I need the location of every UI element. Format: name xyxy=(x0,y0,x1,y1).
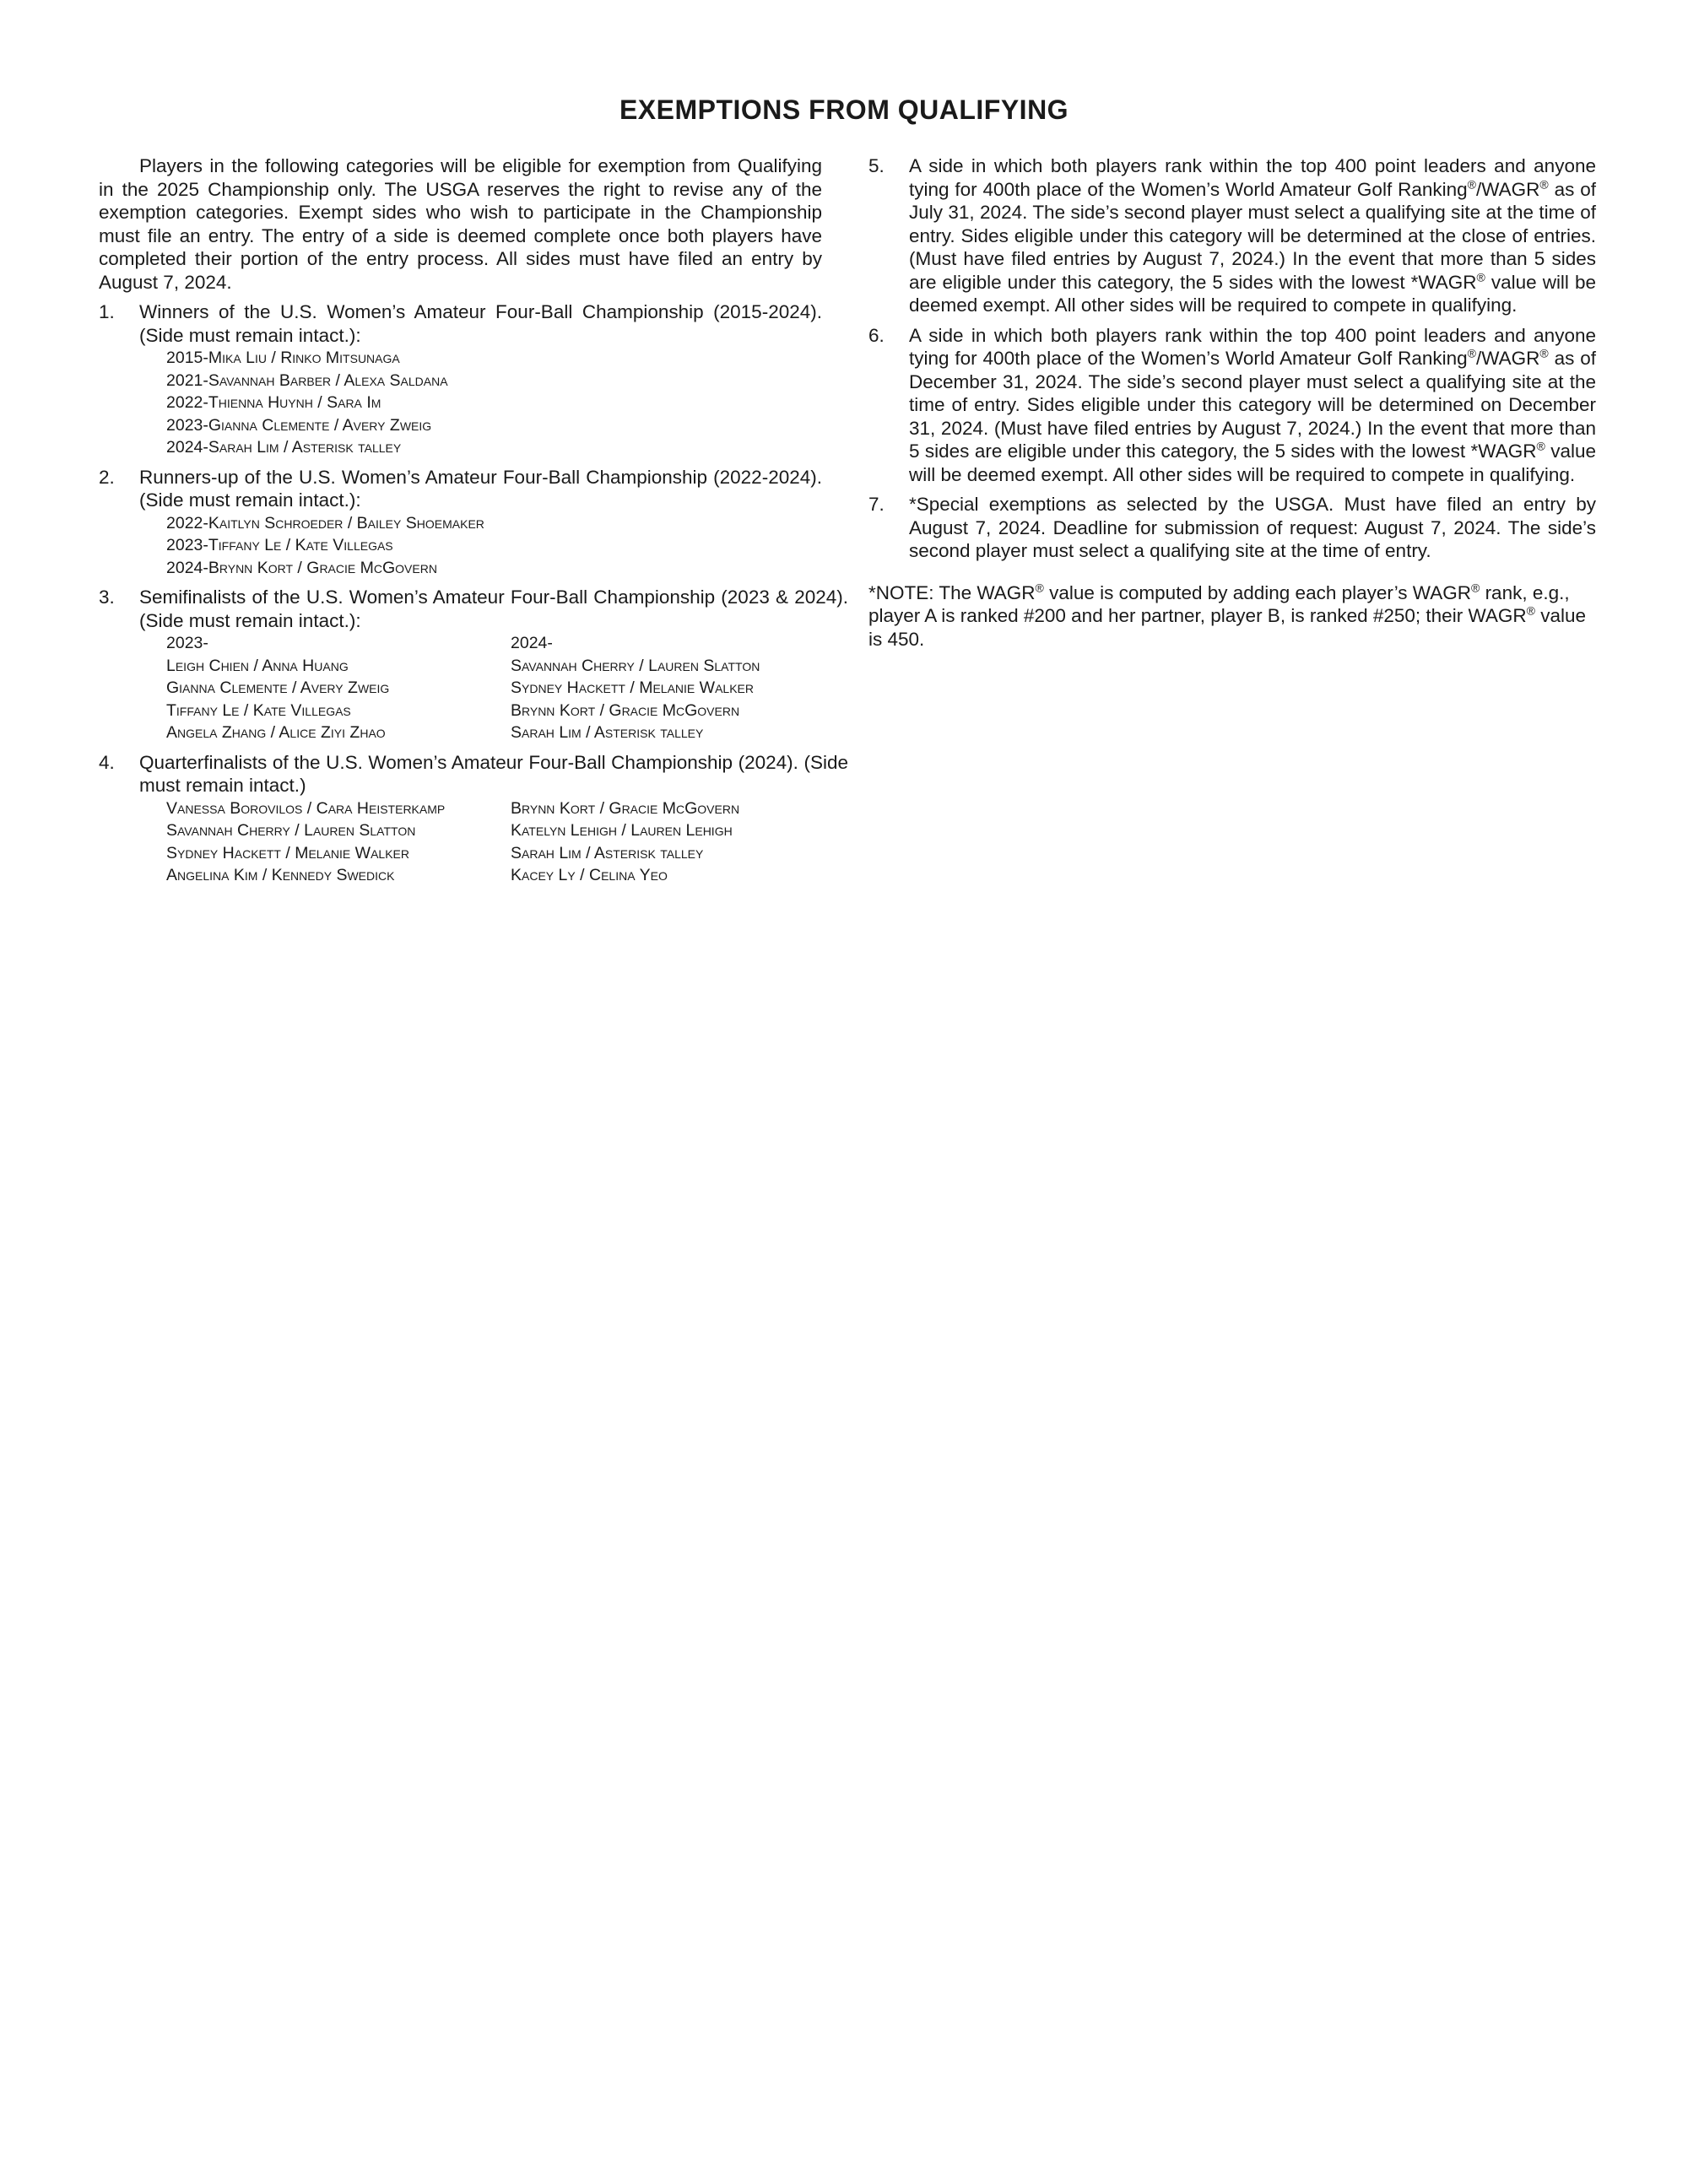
roster-entry: 2022-Thienna Huynh / Sara Im xyxy=(166,393,381,412)
item-text: A side in which both players rank within the top 400 point leaders and anyone tying for 400th place of the Women’s World Amateur Golf Ranking®/WAGR® as of December 31, 2024. The side’s second player must select a qualifying site at the time of entry. Sides eligible under this category will be determined on December 31, 2024. (Must have filed entries by August 7, 2024.) In the event that more than 5 sides are eligible under this category, the 5 sides with the lowest *WAGR® value will be deemed exempt. All other sides will be required to compete in qualifying. xyxy=(909,324,1596,485)
right-column xyxy=(868,154,1596,651)
roster-entry: 2023-Gianna Clemente / Avery Zweig xyxy=(166,415,432,435)
roster-entry: Kacey Ly / Celina Yeo xyxy=(511,866,668,884)
exemption-item-1 xyxy=(99,300,822,459)
roster-entry: Gianna Clemente / Avery Zweig xyxy=(166,678,390,697)
registered-mark: ® xyxy=(1470,581,1480,594)
registered-mark: ® xyxy=(1536,439,1545,453)
left-column xyxy=(99,154,848,887)
roster-entry: Brynn Kort / Gracie McGovern xyxy=(511,700,740,720)
roster-entry: Leigh Chien / Anna Huang xyxy=(166,656,349,675)
item-number: 2. xyxy=(99,466,115,488)
roster-entry: Sydney Hackett / Melanie Walker xyxy=(166,843,409,862)
item-number: 7. xyxy=(868,494,885,515)
item-number: 4. xyxy=(99,751,115,773)
roster-entry: Savannah Cherry / Lauren Slatton xyxy=(166,821,416,840)
roster-entry: 2023-Tiffany Le / Kate Villegas xyxy=(166,536,393,554)
roster-entry: Brynn Kort / Gracie McGovern xyxy=(511,798,740,818)
semifinalists-roster xyxy=(139,632,848,744)
exemption-item-4 xyxy=(99,751,848,887)
registered-mark: ® xyxy=(1539,177,1549,191)
roster-year-header: 2024- xyxy=(511,634,553,652)
registered-mark: ® xyxy=(1539,346,1549,360)
roster-entry: 2015-Mika Liu / Rinko Mitsunaga xyxy=(166,349,400,367)
item-text: Quarterfinalists of the U.S. Women’s Amateur Four-Ball Championship (2024). (Side must remain intact.) xyxy=(139,751,848,796)
roster-entry: 2021-Savannah Barber / Alexa Saldana xyxy=(166,370,448,390)
roster-entry: Vanessa Borovilos / Cara Heisterkamp xyxy=(166,798,446,818)
roster-entry: Angela Zhang / Alice Ziyi Zhao xyxy=(166,723,386,742)
item-number: 1. xyxy=(99,301,115,322)
roster-entry: Savannah Cherry / Lauren Slatton xyxy=(511,656,760,675)
item-text: Semifinalists of the U.S. Women’s Amateur Four-Ball Championship (2023 & 2024). (Side must remain intact.): xyxy=(139,587,848,631)
exemption-item-7 xyxy=(868,493,1596,563)
item-number: 5. xyxy=(868,155,885,176)
runners-up-roster xyxy=(139,512,822,580)
item-text: Runners-up of the U.S. Women’s Amateur Four-Ball Championship (2022-2024). (Side must remain intact.): xyxy=(139,466,822,511)
registered-mark: ® xyxy=(1467,177,1476,191)
winners-roster xyxy=(139,347,822,459)
page-title: EXEMPTIONS FROM QUALIFYING xyxy=(619,95,1069,125)
registered-mark: ® xyxy=(1476,270,1485,284)
item-number: 3. xyxy=(99,587,115,608)
item-text: *Special exemptions as selected by the USGA. Must have filed an entry by August 7, 2024. Deadline for submission of request: August 7, 2024. The side’s second player must select a qualifying site at the time of entry. xyxy=(909,494,1596,561)
exemption-item-6 xyxy=(868,324,1596,487)
registered-mark: ® xyxy=(1526,603,1535,618)
roster-entry: 2024-Brynn Kort / Gracie McGovern xyxy=(166,558,437,577)
roster-entry: Angelina Kim / Kennedy Swedick xyxy=(166,866,395,884)
wagr-note: *NOTE: The WAGR® value is computed by adding each player’s WAGR® rank, e.g., player A is ranked #200 and her partner, player B, is ranked #250; their WAGR® value is 450. xyxy=(868,581,1586,650)
intro-paragraph: Players in the following categories will be eligible for exemption from Qualifying in the 2025 Championship only. The USGA reserves the right to revise any of the exemption categories. Exempt sides who wish to participate in the Championship must file an entry. The entry of a side is deemed complete once both players have completed their portion of the entry process. All sides must have filed an entry by August 7, 2024. xyxy=(99,155,822,293)
roster-entry: Katelyn Lehigh / Lauren Lehigh xyxy=(511,821,733,840)
roster-entry: Sarah Lim / Asterisk talley xyxy=(511,843,704,862)
registered-mark: ® xyxy=(1035,581,1044,594)
registered-mark: ® xyxy=(1467,346,1476,360)
item-text: Winners of the U.S. Women’s Amateur Four-Ball Championship (2015-2024). (Side must remain intact.): xyxy=(139,301,822,346)
roster-entry: 2022-Kaitlyn Schroeder / Bailey Shoemaker xyxy=(166,513,484,532)
exemption-item-2 xyxy=(99,466,822,580)
roster-entry: 2024-Sarah Lim / Asterisk talley xyxy=(166,438,402,457)
quarterfinalists-roster xyxy=(139,797,848,887)
item-text: A side in which both players rank within the top 400 point leaders and anyone tying for 400th place of the Women’s World Amateur Golf Ranking®/WAGR® as of July 31, 2024. The side’s second player must select a qualifying site at the time of entry. Sides eligible under this category will be determined at the close of entries. (Must have filed entries by August 7, 2024.) In the event that more than 5 sides are eligible under this category, the 5 sides with the lowest *WAGR® value will be deemed exempt. All other sides will be required to compete in qualifying. xyxy=(909,155,1596,316)
item-number: 6. xyxy=(868,324,885,346)
roster-entry: Tiffany Le / Kate Villegas xyxy=(166,700,351,720)
roster-entry: Sarah Lim / Asterisk talley xyxy=(511,723,704,742)
roster-year-header: 2023- xyxy=(166,634,208,652)
roster-entry: Sydney Hackett / Melanie Walker xyxy=(511,678,754,697)
exemption-item-3 xyxy=(99,586,848,744)
exemption-item-5 xyxy=(868,154,1596,317)
